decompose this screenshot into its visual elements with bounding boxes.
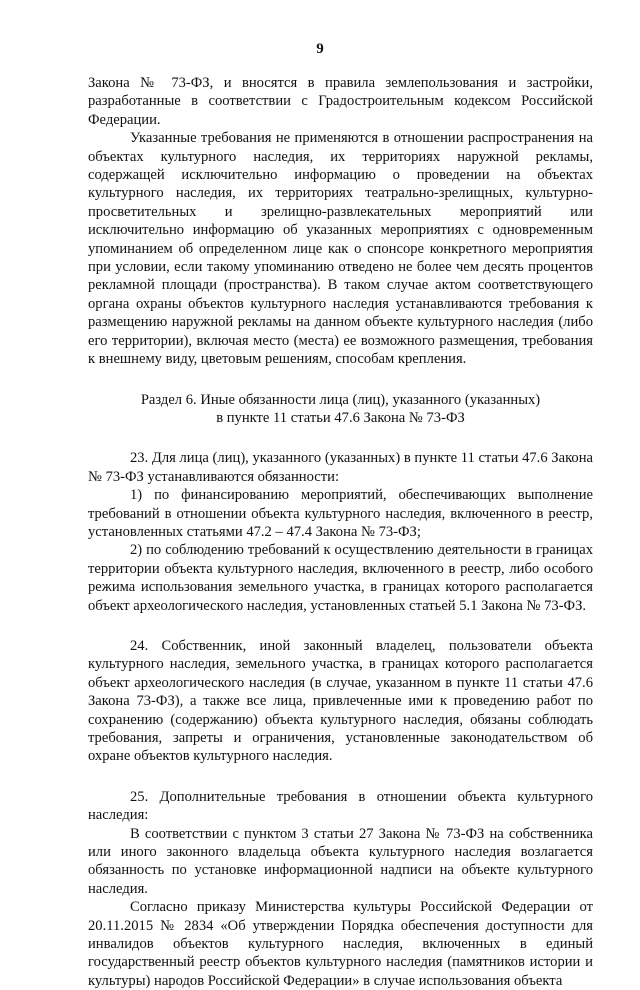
paragraph-continuation: Закона № 73-ФЗ, и вносятся в правила землепользования и застройки, разработанные в соответствии с Градостроительным кодексом Российской Федерации.: [88, 75, 593, 128]
page-number: 9: [316, 41, 324, 57]
section-heading-line1: Раздел 6. Иные обязанности лица (лиц), указанного (указанных): [140, 391, 541, 408]
item-25-intro: 25. Дополнительные требования в отношении объекта культурного наследия:: [88, 788, 593, 824]
document-body: [88, 74, 593, 990]
item-23-intro: 23. Для лица (лиц), указанного (указанных) в пункте 11 статьи 47.6 Закона № 73-ФЗ устанавливаются обязанности:: [88, 450, 593, 485]
item-24: 24. Собственник, иной законный владелец, пользователи объекта культурного наследия, земельного участка, в границах которого располагается объект археологического наследия (в случае, указанном в пункте 11 статьи 47.6 Закона 73-ФЗ), а также все лица, привлеченные ими к проведению работ по сохранению (содержанию) объекта культурного наследия, обязаны соблюдать требования, запреты и ограничения, установленные законодательством об охране объектов культурного наследия.: [88, 637, 593, 765]
section-heading-line2: в пункте 11 статьи 47.6 Закона № 73-ФЗ: [216, 409, 465, 426]
item-25-p2: Согласно приказу Министерства культуры Российской Федерации от 20.11.2015 № 2834 «Об утверждении Порядка обеспечения доступности для инвалидов объектов культурного наследия, включенных в единый государственный реестр объектов культурного наследия (памятников истории и культуры) народов Российской Федерации» в случае использования объекта: [88, 899, 593, 989]
item-25-p1: В соответствии с пунктом 3 статьи 27 Закона № 73-ФЗ на собственника или иного законного владельца объекта культурного наследия возлагается обязанность по установке информационной надписи на объекте культурного наследия.: [88, 825, 593, 897]
item-23-sub2: 2) по соблюдению требований к осуществлению деятельности в границах территории объекта культурного наследия, включенного в реестр, либо особого режима использования земельного участка, в границах которого располагается объект археологического наследия, установленных статьей 5.1 Закона № 73-ФЗ.: [88, 542, 593, 614]
paragraph-advertising: Указанные требования не применяются в отношении распространения на объектах культурного наследия, их территориях наружной рекламы, содержащей исключительно информацию о проведении на объектах культурного наследия, их территориях театрально-зрелищных, культурно-просветительных и зрелищно-развлекательных мероприятий или исключительно информацию об указанных мероприятиях с одновременным упоминанием об определенном лице как о спонсоре конкретного мероприятия при условии, если такому упоминанию отведено не более чем десять процентов рекламной площади (пространства). В таком случае актом соответствующего органа охраны объектов культурного наследия устанавливаются требования к размещению наружной рекламы на данном объекте культурного наследия (либо его территории), включая место (места) ее возможного размещения, требования к внешнему виду, цветовым решениям, способам крепления.: [88, 130, 593, 368]
item-23-sub1: 1) по финансированию мероприятий, обеспечивающих выполнение требований в отношении объекта культурного наследия, включенного в реестр, установленных статьями 47.2 – 47.4 Закона № 73-ФЗ;: [88, 487, 593, 540]
